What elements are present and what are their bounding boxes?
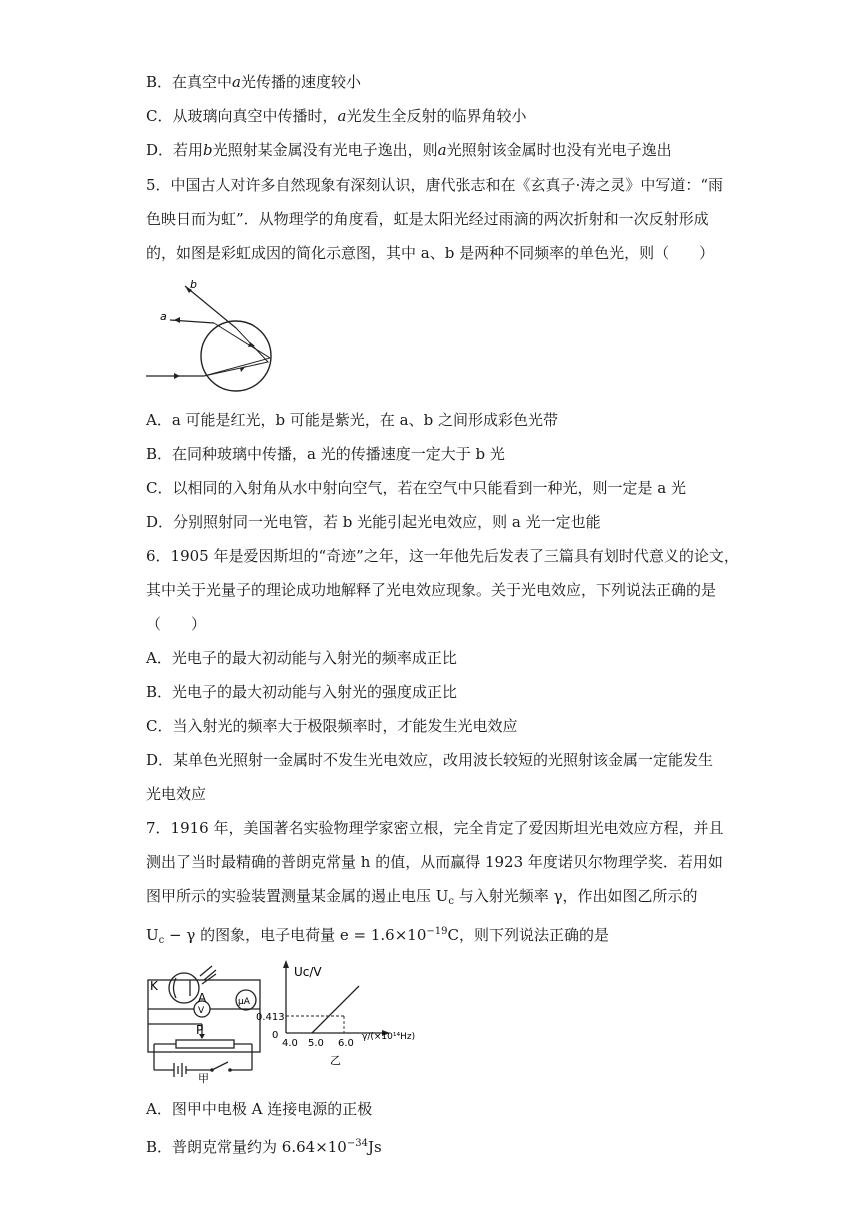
x-tick-4: 4.0: [282, 1038, 298, 1049]
q7-option-a: A．图甲中电极 A 连接电源的正极: [146, 1100, 373, 1118]
origin-label: 0: [272, 1030, 279, 1041]
q5-option-c: C．以相同的入射角从水中射向空气，若在空气中只能看到一种光，则一定是 a 光: [146, 479, 686, 497]
q7-line3-sub: c: [448, 896, 455, 907]
label-a-electrode: A: [198, 991, 207, 1005]
q6-stem-line3: （ ）: [146, 615, 207, 633]
label-voltmeter: V: [198, 1006, 205, 1016]
q4-d-var1: b: [203, 141, 213, 159]
caption-jia: 甲: [198, 1072, 209, 1085]
q7-line4-a: U: [146, 926, 159, 944]
x-tick-6: 6.0: [338, 1038, 354, 1049]
switch: [212, 1062, 228, 1070]
q7-line4-c: C，则下列说法正确的是: [447, 926, 609, 944]
q6-option-d-line1: D．某单色光照射一金属时不发生光电效应，改用波长较短的光照射该金属一定能发生: [146, 751, 714, 769]
q6-stem-line2: 其中关于光量子的理论成功地解释了光电效应现象。关于光电效应，下列说法正确的是: [146, 581, 717, 599]
q4-b-pre: B．在真空中: [146, 73, 233, 91]
q5-stem-line1: 5．中国古人对许多自然现象有深刻认识，唐代张志和在《玄真子·涛之灵》中写道：“雨: [146, 176, 723, 194]
q4-c-post: 光发生全反射的临界角较小: [346, 107, 527, 125]
label-k: K: [150, 979, 158, 993]
rheostat: [176, 1040, 234, 1048]
label-p: P: [196, 1023, 204, 1037]
q7-b-pre: B．普朗克常量约为 6.64×10: [146, 1138, 347, 1156]
circuit-diagram: [140, 958, 270, 1084]
label-microammeter: μA: [238, 997, 250, 1007]
q5-option-d: D．分别照射同一光电管，若 b 光能引起光电效应，则 a 光一定也能: [146, 513, 601, 531]
cathode-k: [174, 978, 177, 998]
x-axis-label: γ/(×10¹⁴Hz): [362, 1032, 416, 1042]
q7-stem-line1: 7．1916 年，美国著名实验物理学家密立根，完全肯定了爱因斯坦光电效应方程，并且: [146, 819, 724, 837]
q6-stem-line1: 6．1905 年是爱因斯坦的“奇迹”之年，这一年他先后发表了三篇具有划时代意义的论文，: [146, 547, 739, 565]
q7-stem-line3: [146, 886, 698, 912]
q7-line3-pre: 图甲所示的实验装置测量某金属的遏止电压 U: [146, 887, 449, 905]
q4-option-d: [146, 140, 672, 160]
q4-d-post: 光照射该金属时也没有光电子逸出: [446, 141, 672, 159]
q7-option-b: [146, 1134, 382, 1157]
q4-d-var2: a: [437, 141, 447, 159]
raindrop-circle: [201, 321, 271, 391]
q7-b-post: Js: [367, 1138, 382, 1156]
q5-option-a: A．a 可能是红光，b 可能是紫光，在 a、b 之间形成彩色光带: [146, 411, 558, 429]
q7-line4-sup: −19: [426, 926, 448, 937]
q4-b-post: 光传播的速度较小: [240, 73, 361, 91]
x-tick-5: 5.0: [308, 1038, 324, 1049]
caption-yi: 乙: [330, 1054, 341, 1067]
q4-d-mid: 光照射某金属没有光电子逸出，则: [212, 141, 438, 159]
q6-option-d-line2: 光电效应: [146, 785, 207, 803]
uc-line: [312, 986, 359, 1033]
q4-option-c: [146, 106, 526, 126]
q4-b-var: a: [232, 73, 241, 91]
q5-stem-line3: 的，如图是彩虹成因的简化示意图，其中 a、b 是两种不同频率的单色光，则（ ）: [146, 244, 715, 262]
q6-option-c: C．当入射光的频率大于极限频率时，才能发生光电效应: [146, 717, 518, 735]
q4-c-pre: C．从玻璃向真空中传播时，: [146, 107, 338, 125]
uc-frequency-graph: [256, 956, 464, 1084]
y-tick-0413: 0.413: [256, 1012, 285, 1023]
q7-line4-b: − γ 的图象，电子电荷量 e = 1.6×10: [164, 926, 427, 944]
q7-b-sup: −34: [346, 1138, 368, 1149]
q4-d-pre: D．若用: [146, 141, 204, 159]
label-a: a: [160, 310, 167, 323]
q5-option-b: B．在同种玻璃中传播，a 光的传播速度一定大于 b 光: [146, 445, 505, 463]
q6-option-b: B．光电子的最大初动能与入射光的强度成正比: [146, 683, 458, 701]
q5-stem-line2: 色映日而为虹”．从物理学的角度看，虹是太阳光经过雨滴的两次折射和一次反射形成: [146, 210, 709, 228]
q7-stem-line2: 测出了当时最精确的普朗克常量 h 的值，从而赢得 1923 年度诺贝尔物理学奖．若用如: [146, 853, 723, 871]
q4-c-var: a: [337, 107, 347, 125]
label-b: b: [190, 278, 197, 291]
q4-option-b: [146, 72, 361, 92]
q7-stem-line4: [146, 922, 609, 951]
q7-line3-post: 与入射光频率 γ，作出如图乙所示的: [454, 887, 698, 905]
q7-line4-sub: c: [158, 935, 165, 946]
q6-option-a: A．光电子的最大初动能与入射光的频率成正比: [146, 649, 457, 667]
rainbow-diagram: [140, 276, 280, 396]
y-axis-label: Uc/V: [294, 965, 322, 979]
inner-ray-b: [204, 328, 268, 376]
